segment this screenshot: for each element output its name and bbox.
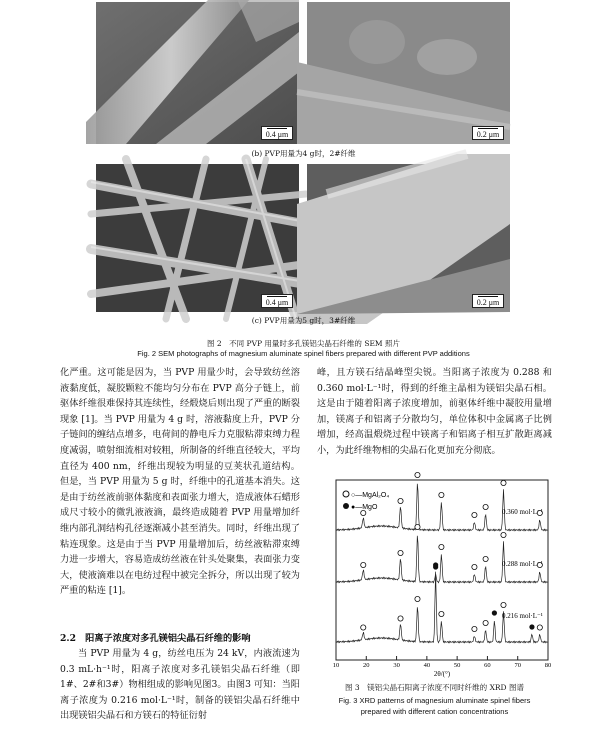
paragraph-text: 峰，且方镁石结晶峰型尖锐。当阳离子浓度为 0.288 和 0.360 mol·L⁻¹时，得到的纤维主晶相为镁铝尖晶石相。这是由于随着阳离子浓度增加，前驱体纤维中凝胶用量增加，镁离子和铝离子分散均匀，单位体积中金属离子比例增加，经高温煅烧过程中镁离子和铝离子相互扩散距离减小，为此纤维物相的尖晶石化更加充分彻底。 [317, 367, 552, 456]
figure2-title-en: Fig. 2 SEM photographs of magnesium aluminate spinel fibers prepared with different PVP additions [137, 349, 470, 358]
mgo-peak-marker [529, 624, 534, 629]
sem-image-c-left [96, 164, 299, 312]
spinel-peak-marker [472, 512, 477, 517]
xrd-chart [320, 478, 550, 678]
spinel-peak-marker [483, 556, 488, 561]
mgo-peak-marker [433, 562, 438, 567]
left-column-paragraph-1 [60, 365, 300, 599]
spinel-peak-marker [483, 620, 488, 625]
spinel-peak-marker [472, 626, 477, 631]
caption-c: (c) PVP用量为5 g时，3#纤维 [251, 316, 356, 325]
spinel-peak-marker [501, 480, 506, 485]
x-tick-label: 50 [453, 662, 461, 669]
spinel-peak-marker [415, 524, 420, 529]
legend-mgo: ●—MgO [351, 504, 378, 511]
x-tick-label: 60 [484, 662, 491, 669]
paragraph-text: 当 PVP 用量为 4 g，纺丝电压为 24 kV，内液流速为 0.3 mL·h⁻¹时，阳离子浓度对多孔镁铝尖晶石纤维（即1#、2#和3#）物相组成的影响见图3。由图3 可知：当阳离子浓度为 0.216 mol·L⁻¹时，制备的镁铝尖晶石纤维中出现镁铝尖晶石和方镁石的特征衍射 [60, 648, 300, 722]
spinel-peak-marker [439, 492, 444, 497]
scale-label: 0.2 μm [476, 298, 500, 307]
spinel-peak-marker [398, 616, 403, 621]
x-tick-label: 30 [393, 662, 400, 669]
x-axis-ticks [333, 656, 552, 669]
spinel-peak-marker [501, 532, 506, 537]
mgo-peak-marker [492, 610, 497, 615]
figure2-title-cn: 图 2 不同 PVP 用量时多孔镁铝尖晶石纤维的 SEM 照片 [207, 339, 400, 348]
left-column-paragraph-2 [60, 646, 300, 724]
x-tick-label: 10 [332, 662, 340, 669]
spinel-peak-marker [537, 625, 542, 630]
xrd-pattern-line [336, 572, 548, 643]
spinel-peak-marker [439, 611, 444, 616]
spinel-peak-marker [361, 510, 366, 515]
right-column-paragraph [317, 365, 552, 459]
sem-image-c-right [307, 164, 510, 312]
scale-label: 0.4 μm [265, 298, 289, 307]
x-tick-label: 80 [544, 662, 552, 669]
figure3-title-en-1: Fig. 3 XRD patterns of magnesium aluminate spinel fibers [338, 696, 531, 705]
sem-image-b-right [307, 2, 510, 144]
x-tick-label: 20 [363, 662, 370, 669]
scale-label: 0.2 μm [476, 130, 500, 139]
spinel-peak-marker [501, 602, 506, 607]
spinel-peak-marker [361, 625, 366, 630]
legend-spinel-marker [343, 491, 349, 497]
label-0360: 0.360 mol·L⁻¹ [502, 508, 543, 516]
sem-image-b-left [96, 2, 299, 144]
section-heading: 2.2 阳离子浓度对多孔镁铝尖晶石纤维的影响 [60, 633, 251, 644]
x-tick-label: 70 [514, 662, 521, 669]
scale-label: 0.4 μm [265, 130, 289, 139]
spinel-peak-marker [415, 596, 420, 601]
spinel-peak-marker [361, 562, 366, 567]
figure3-title-en-2: prepared with different cation concentrations [360, 707, 509, 716]
spinel-peak-marker [472, 564, 477, 569]
legend-mgo-marker [343, 503, 349, 509]
paragraph-text: 化严重。这可能是因为，当 PVP 用量少时，会导致纺丝溶液黏度低，凝胶颗粒不能均匀分布在 PVP 高分子链上，前驱体纤维很难保持其连续性，经煅烧后则出现了严重的断裂现象 [1]。当 PVP 用量为 4 g 时，溶液黏度上升，PVP 分子链间的缠结点增多，电荷间的静电斥力克服粘滞束缚力程度减弱，喷射细流相对较粗，所制备的纤维直径较大，平均直径为 400 nm，纤维出现较为明显的豆荚状孔道结构。但是，当 PVP 用量为 5 g 时，纤维中的孔道基本消失。这是由于纺丝液前驱体黏度和表面张力增大，造成液体石蜡形成尺寸较小的微乳液液滴，最终造成随着 PVP 用量增加纤维内部孔洞结构孔径逐渐减小甚至消失。同时，纤维出现了粘连现象。这是由于当 PVP 用量增加后，纺丝液粘滞束缚力进一步增大，容易造成纺丝液在针头处聚集，表面张力变大，使液滴难以在电纺过程中被完全拆分，所以出现了较为严重的粘连 [1]。 [60, 367, 300, 597]
legend-spinel: ○—MgAl₂O₄ [351, 492, 390, 499]
spinel-peak-marker [483, 504, 488, 509]
spinel-peak-marker [439, 544, 444, 549]
label-0216: 0.216 mol·L⁻¹ [502, 612, 543, 620]
figure3-title-cn: 图 3 镁铝尖晶石阳离子浓度不同时纤维的 XRD 图谱 [345, 683, 524, 692]
spinel-peak-marker [398, 550, 403, 555]
spinel-peak-marker [398, 498, 403, 503]
spinel-peak-marker [415, 472, 420, 477]
x-tick-label: 40 [423, 662, 431, 669]
label-0288: 0.288 mol·L⁻¹ [502, 560, 543, 568]
x-axis-label: 2θ/(°) [433, 670, 451, 678]
caption-b: (b) PVP用量为4 g时，2#纤维 [251, 149, 356, 158]
